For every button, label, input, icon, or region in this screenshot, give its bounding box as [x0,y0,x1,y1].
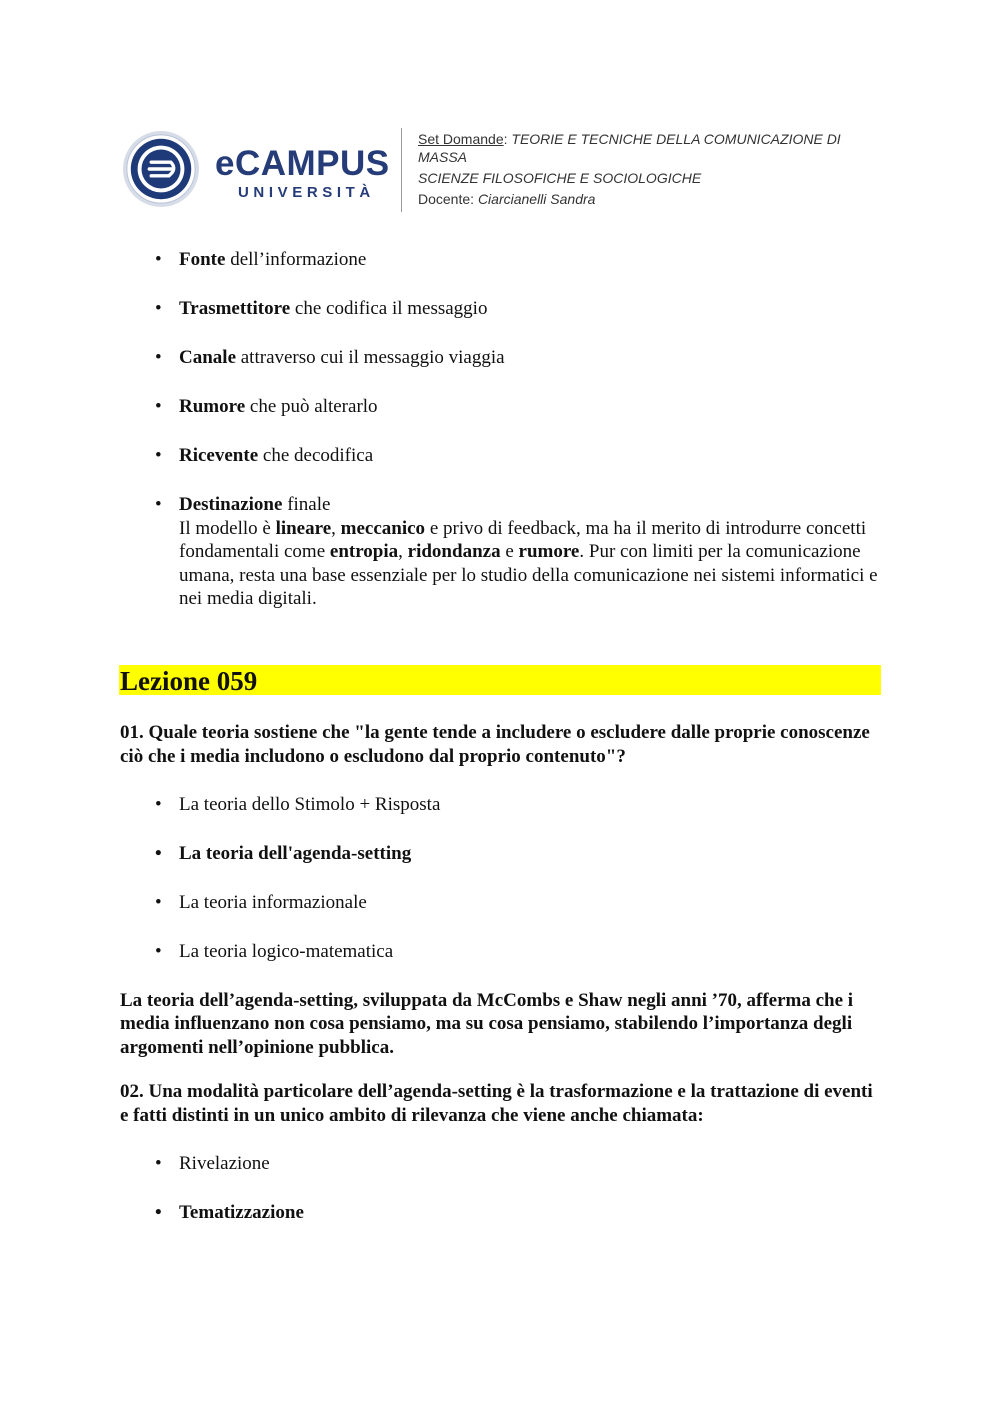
teacher-name: Ciarcianelli Sandra [477,191,596,207]
question-text: 02. Una modalità particolare dell’agenda-setting è la trasformazione e la trattazione di eventi e fatti distinti in un unico ambito di rilevanza che viene anche chiamata: [120,1081,873,1126]
set-label: Set Domande [418,131,504,147]
term-fonte: Fonte [179,249,226,270]
answer-option-correct: • La teoria dell'agenda-setting [120,842,880,866]
teacher-label: Docente: [418,191,475,207]
text-run: e [500,541,519,562]
answer-option: • La teoria logico-matematica [120,940,880,964]
list-item [120,248,880,272]
term-rumore: Rumore [179,396,246,417]
text-run: Il modello è [179,517,276,539]
answer-options [120,1152,880,1225]
faculty-name: SCIENZE FILOSOFICHE E SOCIOLOGICHE [418,170,702,186]
term-trasmettitore: Trasmettitore [179,298,291,319]
keyword: ridondanza [407,541,501,562]
term-description: che decodifica [258,445,374,466]
term-description: dell’informazione [225,249,367,270]
university-seal-logo [122,130,200,208]
term-description: che può alterarlo [245,396,378,417]
lesson-title: Lezione 059 [120,666,258,696]
course-info [418,130,878,208]
header-divider [401,128,402,212]
components-list [120,248,880,611]
question-1 [120,721,880,1059]
keyword: lineare [275,517,332,539]
course-title-line1: TEORIE E TECNICHE DELLA COMUNICAZIONE DI [511,131,841,147]
list-item [120,444,880,468]
brand-wordmark [215,146,390,201]
answer-option: • La teoria dello Stimolo + Risposta [120,793,880,817]
term-destinazione: Destinazione [179,494,283,515]
answer-option: • Rivelazione [120,1152,880,1176]
components-section [120,248,880,611]
term-description: che codifica il messaggio [290,298,488,319]
keyword: entropia [329,541,399,562]
list-item [120,493,880,611]
answer-option-correct: • Tematizzazione [120,1201,880,1225]
term-description: attraverso cui il messaggio viaggia [236,347,505,368]
answer-option: • La teoria informazionale [120,891,880,915]
list-item [120,297,880,321]
term-ricevente: Ricevente [179,445,259,466]
document-header [120,128,880,214]
text-run: e privo di feedback, ma ha il merito di introdurre concetti fondamentali come [179,517,867,562]
keyword: rumore [518,541,580,562]
question-text: 01. Quale teoria sostiene che "la gente tende a includere o escludere dalle proprie conoscenze ciò che i media includono o escludono dal proprio contenuto"? [120,722,870,767]
set-colon: : [503,131,508,147]
keyword: meccanico [340,517,426,539]
term-canale: Canale [179,347,236,368]
brand-name: eCAMPUS [215,144,390,183]
answer-explanation: La teoria dell’agenda-setting, sviluppata da McCombs e Shaw negli anni ’70, afferma che i media influenzano non cosa pensiamo, ma su cosa pensiamo, stabilendo l’importanza degli argomenti nell’opinione pubblica. [120,989,854,1058]
text-run: , [398,541,408,562]
question-2 [120,1080,880,1225]
brand-subtitle: UNIVERSITÀ [238,184,375,201]
course-title-line2: MASSA [418,149,468,165]
term-description: finale [282,494,331,515]
model-paragraph [179,518,878,610]
text-run: , [331,517,341,539]
list-item [120,395,880,419]
list-item [120,346,880,370]
answer-options [120,793,880,964]
text-run: . Pur con limiti per la comunicazione umana, resta una base essenziale per lo studio della comunicazione nei sistemi informatici e nei media digitali. [179,541,878,609]
